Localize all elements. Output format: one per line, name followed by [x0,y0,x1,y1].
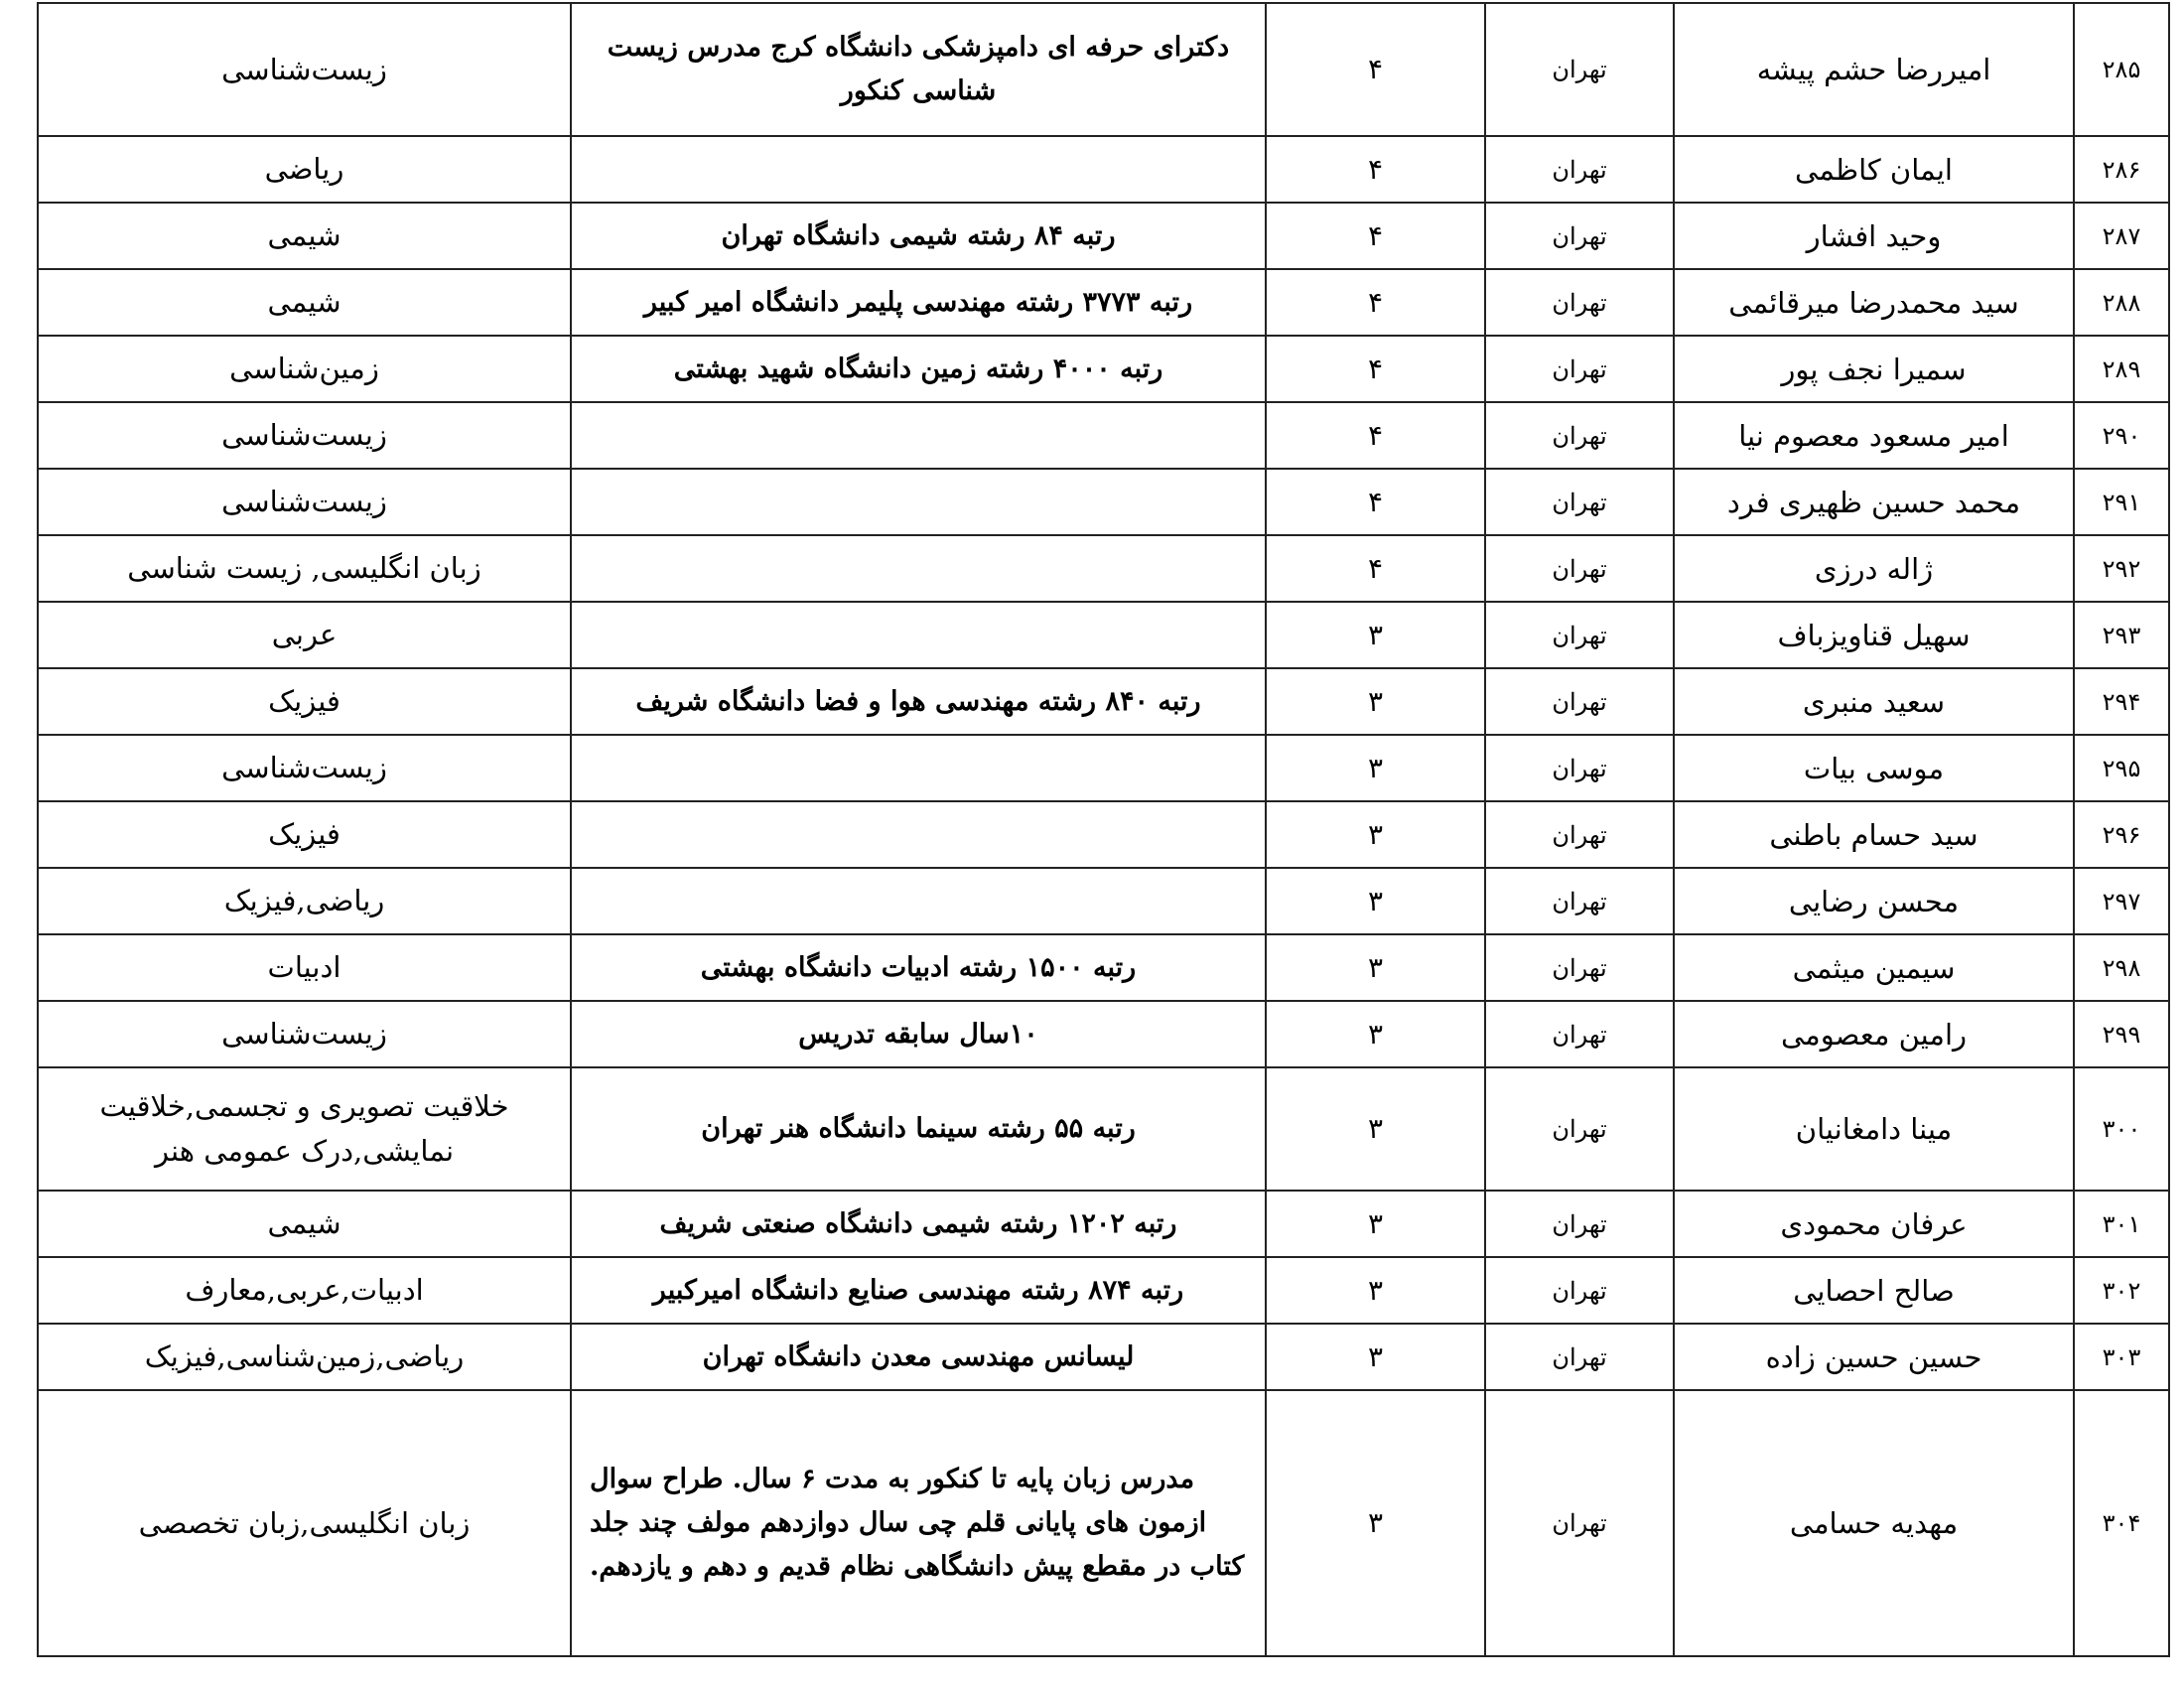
description-cell: رتبه ۳۷۷۳ رشته مهندسی پلیمر دانشگاه امیر کبیر [571,269,1266,336]
description-cell: رتبه ۴۰۰۰ رشته زمین دانشگاه شهید بهشتی [571,336,1266,402]
row-number-cell: ۲۸۸ [2074,269,2169,336]
level-cell: ۴ [1266,136,1485,203]
row-number-cell: ۲۹۴ [2074,668,2169,735]
table-row [38,1257,2169,1324]
row-number-cell: ۳۰۱ [2074,1191,2169,1257]
table-row [38,469,2169,535]
subject-cell: ادبیات,عربی,معارف [38,1257,571,1324]
subject-cell: شیمی [38,269,571,336]
table-body [38,3,2169,1656]
city-cell: تهران [1485,602,1674,668]
teacher-name-cell: سید محمدرضا میرقائمی [1674,269,2074,336]
table-row [38,535,2169,602]
table-row [38,934,2169,1001]
description-cell [571,535,1266,602]
teacher-name-cell: سیمین میثمی [1674,934,2074,1001]
level-cell: ۳ [1266,1191,1485,1257]
description-cell: رتبه ۵۵ رشته سینما دانشگاه هنر تهران [571,1067,1266,1191]
level-cell: ۴ [1266,469,1485,535]
row-number-cell: ۲۹۰ [2074,402,2169,469]
row-number-cell: ۲۹۲ [2074,535,2169,602]
subject-cell: شیمی [38,1191,571,1257]
teacher-name-cell: ژاله درزی [1674,535,2074,602]
teacher-name-cell: موسی بیات [1674,735,2074,801]
teacher-name-cell: ایمان کاظمی [1674,136,2074,203]
level-cell: ۴ [1266,535,1485,602]
table-row [38,801,2169,868]
description-cell [571,136,1266,203]
teachers-table-container [37,2,2168,1657]
row-number-cell: ۲۹۵ [2074,735,2169,801]
table-row [38,1191,2169,1257]
row-number-cell: ۲۹۱ [2074,469,2169,535]
level-cell: ۳ [1266,1390,1485,1656]
row-number-cell: ۲۹۳ [2074,602,2169,668]
level-cell: ۳ [1266,602,1485,668]
level-cell: ۳ [1266,668,1485,735]
table-row [38,1390,2169,1656]
level-cell: ۳ [1266,735,1485,801]
description-cell: ۱۰سال سابقه تدریس [571,1001,1266,1067]
teacher-name-cell: سهیل قناویزباف [1674,602,2074,668]
subject-cell: زیست‌شناسی [38,3,571,136]
subject-cell: زمین‌شناسی [38,336,571,402]
row-number-cell: ۲۸۷ [2074,203,2169,269]
teacher-name-cell: سمیرا نجف پور [1674,336,2074,402]
city-cell: تهران [1485,3,1674,136]
subject-cell: شیمی [38,203,571,269]
city-cell: تهران [1485,1390,1674,1656]
description-cell: رتبه ۸۴۰ رشته مهندسی هوا و فضا دانشگاه شریف [571,668,1266,735]
table-row [38,1067,2169,1191]
subject-cell: زیست‌شناسی [38,402,571,469]
table-row [38,3,2169,136]
description-cell: رتبه ۱۵۰۰ رشته ادبیات دانشگاه بهشتی [571,934,1266,1001]
level-cell: ۴ [1266,402,1485,469]
city-cell: تهران [1485,868,1674,934]
teacher-name-cell: امیررضا حشم پیشه [1674,3,2074,136]
level-cell: ۴ [1266,203,1485,269]
description-cell: رتبه ۸۴ رشته شیمی دانشگاه تهران [571,203,1266,269]
row-number-cell: ۲۸۶ [2074,136,2169,203]
teacher-name-cell: مینا دامغانیان [1674,1067,2074,1191]
level-cell: ۳ [1266,1257,1485,1324]
table-row [38,336,2169,402]
subject-cell: ریاضی,زمین‌شناسی,فیزیک [38,1324,571,1390]
table-row [38,602,2169,668]
level-cell: ۳ [1266,868,1485,934]
description-cell [571,402,1266,469]
teacher-name-cell: صالح احصایی [1674,1257,2074,1324]
city-cell: تهران [1485,1067,1674,1191]
description-cell [571,602,1266,668]
table-row [38,735,2169,801]
table-row [38,668,2169,735]
row-number-cell: ۳۰۳ [2074,1324,2169,1390]
city-cell: تهران [1485,801,1674,868]
level-cell: ۳ [1266,1067,1485,1191]
table-row [38,402,2169,469]
level-cell: ۳ [1266,1324,1485,1390]
subject-cell: خلاقیت تصویری و تجسمی,خلاقیت نمایشی,درک عمومی هنر [38,1067,571,1191]
city-cell: تهران [1485,336,1674,402]
city-cell: تهران [1485,136,1674,203]
subject-cell: ادبیات [38,934,571,1001]
city-cell: تهران [1485,269,1674,336]
row-number-cell: ۲۸۵ [2074,3,2169,136]
level-cell: ۳ [1266,934,1485,1001]
subject-cell: ریاضی,فیزیک [38,868,571,934]
teacher-name-cell: مهدیه حسامی [1674,1390,2074,1656]
subject-cell: ریاضی [38,136,571,203]
row-number-cell: ۲۹۷ [2074,868,2169,934]
level-cell: ۳ [1266,1001,1485,1067]
description-cell [571,868,1266,934]
table-row [38,136,2169,203]
description-cell: رتبه ۱۲۰۲ رشته شیمی دانشگاه صنعتی شریف [571,1191,1266,1257]
teacher-name-cell: امیر مسعود معصوم نیا [1674,402,2074,469]
description-cell: مدرس زبان پایه تا کنکور به مدت ۶ سال. طراح سوال ازمون های پایانی قلم چی سال دوازدهم مولف چند جلد کتاب در مقطع پیش دانشگاهی نظام قدیم و دهم و یازدهم. [571,1390,1266,1656]
city-cell: تهران [1485,1257,1674,1324]
level-cell: ۳ [1266,801,1485,868]
row-number-cell: ۲۹۹ [2074,1001,2169,1067]
row-number-cell: ۲۸۹ [2074,336,2169,402]
teacher-name-cell: سید حسام باطنی [1674,801,2074,868]
row-number-cell: ۳۰۲ [2074,1257,2169,1324]
level-cell: ۴ [1266,269,1485,336]
table-row [38,269,2169,336]
description-cell: لیسانس مهندسی معدن دانشگاه تهران [571,1324,1266,1390]
teachers-table [37,2,2170,1657]
teacher-name-cell: محسن رضایی [1674,868,2074,934]
teacher-name-cell: وحید افشار [1674,203,2074,269]
city-cell: تهران [1485,668,1674,735]
subject-cell: عربی [38,602,571,668]
table-row [38,868,2169,934]
description-cell [571,735,1266,801]
subject-cell: فیزیک [38,668,571,735]
city-cell: تهران [1485,402,1674,469]
subject-cell: زبان انگلیسی,زبان تخصصی [38,1390,571,1656]
table-row [38,1001,2169,1067]
subject-cell: فیزیک [38,801,571,868]
teacher-name-cell: حسین حسین زاده [1674,1324,2074,1390]
description-cell [571,801,1266,868]
teacher-name-cell: محمد حسین ظهیری فرد [1674,469,2074,535]
city-cell: تهران [1485,469,1674,535]
level-cell: ۴ [1266,336,1485,402]
teacher-name-cell: رامین معصومی [1674,1001,2074,1067]
row-number-cell: ۳۰۰ [2074,1067,2169,1191]
subject-cell: زبان انگلیسی, زیست شناسی [38,535,571,602]
table-row [38,203,2169,269]
teacher-name-cell: سعید منبری [1674,668,2074,735]
row-number-cell: ۲۹۸ [2074,934,2169,1001]
level-cell: ۴ [1266,3,1485,136]
subject-cell: زیست‌شناسی [38,469,571,535]
row-number-cell: ۳۰۴ [2074,1390,2169,1656]
subject-cell: زیست‌شناسی [38,735,571,801]
city-cell: تهران [1485,934,1674,1001]
city-cell: تهران [1485,203,1674,269]
table-row [38,1324,2169,1390]
subject-cell: زیست‌شناسی [38,1001,571,1067]
city-cell: تهران [1485,1324,1674,1390]
city-cell: تهران [1485,1001,1674,1067]
city-cell: تهران [1485,735,1674,801]
row-number-cell: ۲۹۶ [2074,801,2169,868]
description-cell: رتبه ۸۷۴ رشته مهندسی صنایع دانشگاه امیرکبیر [571,1257,1266,1324]
description-cell: دکترای حرفه ای دامپزشکی دانشگاه کرج مدرس زیست شناسی کنکور [571,3,1266,136]
description-cell [571,469,1266,535]
teacher-name-cell: عرفان محمودی [1674,1191,2074,1257]
city-cell: تهران [1485,535,1674,602]
city-cell: تهران [1485,1191,1674,1257]
